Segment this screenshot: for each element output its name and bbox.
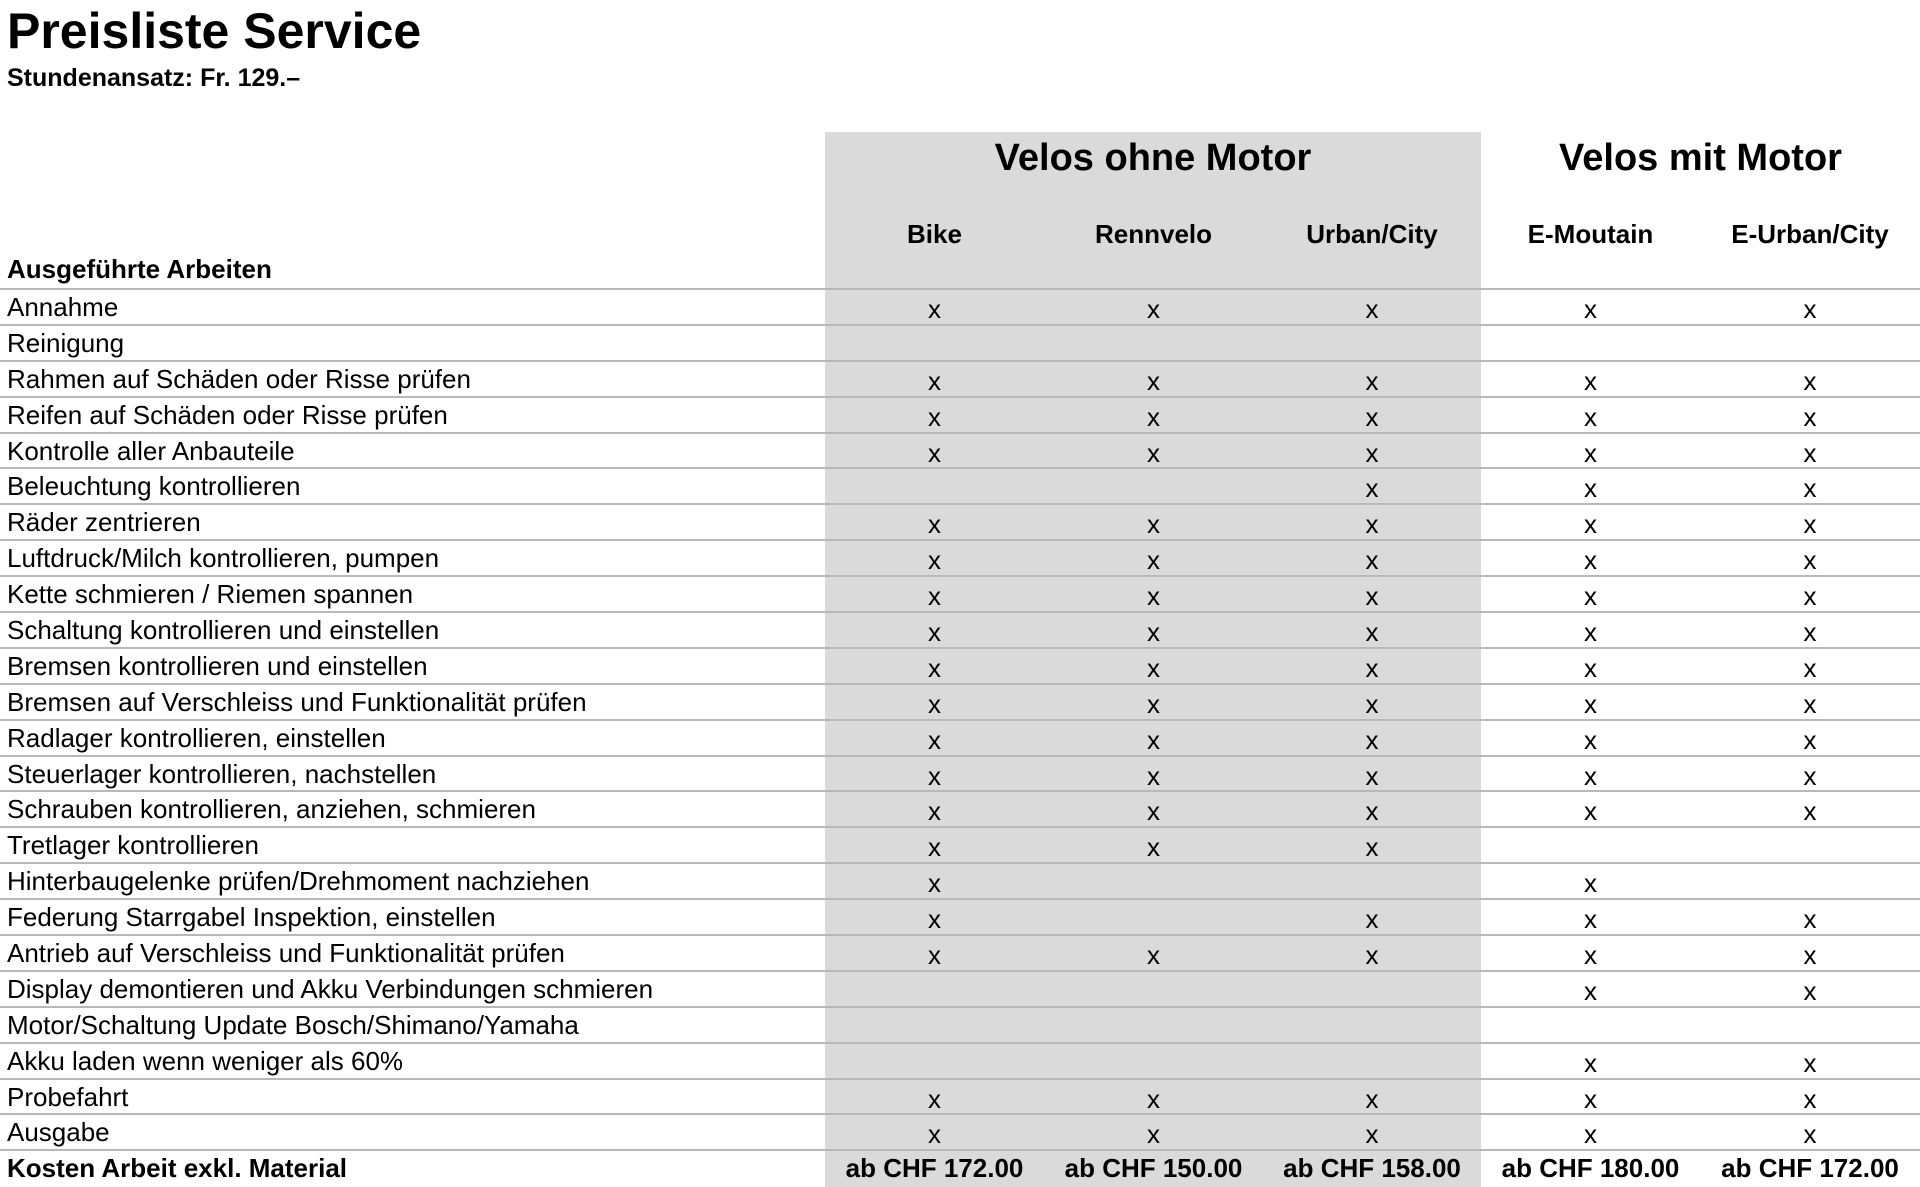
table-cell — [1044, 469, 1263, 503]
table-cell: x — [1584, 652, 1597, 683]
group-header-with-motor: Velos mit Motor — [1559, 137, 1842, 179]
table-row — [0, 503, 1920, 539]
table-cell: x — [1803, 617, 1817, 648]
table-cell: x — [1365, 473, 1379, 504]
table-cell — [1263, 972, 1481, 1006]
row-label: Rahmen auf Schäden oder Risse prüfen — [7, 363, 471, 394]
table-cell: x — [1365, 904, 1379, 935]
table-cell: x — [1147, 652, 1160, 683]
table-cell: x — [1584, 724, 1597, 755]
table-row — [0, 288, 1920, 324]
table-cell — [1263, 326, 1481, 360]
table-cell — [1044, 326, 1263, 360]
table-cell: x — [1584, 940, 1597, 971]
table-cell: x — [1803, 365, 1817, 396]
row-label: Kette schmieren / Riemen spannen — [7, 579, 414, 610]
row-label: Ausgabe — [7, 1117, 110, 1148]
table-cell — [1700, 864, 1920, 898]
row-label: Luftdruck/Milch kontrollieren, pumpen — [7, 543, 440, 574]
row-label: Federung Starrgabel Inspektion, einstellen — [7, 902, 496, 933]
table-cell — [1700, 326, 1920, 360]
table-cell — [1263, 864, 1481, 898]
table-cell: x — [1147, 724, 1160, 755]
table-cell: x — [1584, 760, 1597, 791]
table-cell — [825, 326, 1044, 360]
table-cell — [1044, 1044, 1263, 1078]
table-cell: x — [1365, 294, 1379, 324]
table-cell: x — [928, 545, 941, 576]
table-cell: x — [1584, 365, 1597, 396]
table-cell: x — [1365, 509, 1379, 540]
row-label: Kontrolle aller Anbauteile — [7, 435, 295, 466]
table-cell: x — [928, 868, 941, 899]
table-row — [0, 862, 1920, 898]
table-row — [0, 934, 1920, 970]
table-cell: x — [928, 401, 941, 432]
table-row — [0, 719, 1920, 755]
table-cell — [825, 1008, 1044, 1042]
table-cell: x — [1147, 365, 1160, 396]
table-cell — [1481, 828, 1700, 862]
table-row — [0, 432, 1920, 468]
table-cell: x — [928, 509, 941, 540]
table-cell: x — [928, 760, 941, 791]
table-cell: x — [1803, 1119, 1817, 1150]
table-cell: x — [1365, 1083, 1379, 1114]
table-row — [0, 575, 1920, 611]
table-cell: x — [928, 688, 941, 719]
table-cell: x — [1584, 294, 1597, 324]
table-row — [0, 755, 1920, 791]
row-label: Bremsen kontrollieren und einstellen — [7, 650, 428, 681]
table-cell: x — [1147, 1119, 1160, 1150]
table-row — [0, 1078, 1920, 1114]
table-cell: x — [1803, 796, 1817, 827]
row-label: Radlager kontrollieren, einstellen — [7, 722, 386, 753]
table-cell — [1481, 326, 1700, 360]
table-cell — [825, 469, 1044, 503]
table-cell: x — [1365, 760, 1379, 791]
table-cell: x — [1147, 545, 1160, 576]
table-row — [0, 1113, 1920, 1149]
table-cell: x — [1803, 1083, 1817, 1114]
table-cell: x — [1584, 1083, 1597, 1114]
table-cell: x — [1584, 1047, 1597, 1078]
row-label: Reifen auf Schäden oder Risse prüfen — [7, 399, 448, 430]
table-row — [0, 1006, 1920, 1042]
table-cell: x — [1365, 581, 1379, 612]
table-cell: x — [1147, 760, 1160, 791]
table-cell: x — [1803, 581, 1817, 612]
column-header-urban-city: Urban/City — [1306, 219, 1438, 249]
table-cell: x — [1147, 832, 1160, 863]
table-cell: x — [1803, 294, 1817, 324]
table-cell: x — [1147, 509, 1160, 540]
total-price-e-moutain: ab CHF 180.00 — [1501, 1153, 1680, 1184]
table-cell: x — [1365, 832, 1379, 863]
table-cell: x — [1584, 437, 1597, 468]
table-cell: x — [1147, 1083, 1160, 1114]
table-row — [0, 826, 1920, 862]
row-label: Reinigung — [7, 327, 125, 358]
table-cell: x — [1584, 473, 1597, 504]
table-cell: x — [1803, 509, 1817, 540]
table-cell: x — [928, 581, 941, 612]
table-cell: x — [1147, 294, 1160, 324]
table-cell: x — [1584, 688, 1597, 719]
table-cell: x — [928, 940, 941, 971]
table-cell — [825, 1044, 1044, 1078]
table-row — [0, 467, 1920, 503]
table-cell — [1044, 864, 1263, 898]
table-cell: x — [928, 294, 941, 324]
row-label: Hinterbaugelenke prüfen/Drehmoment nachziehen — [7, 866, 590, 897]
table-cell: x — [1803, 401, 1817, 432]
table-cell: x — [1365, 617, 1379, 648]
table-cell: x — [1584, 1119, 1597, 1150]
row-label: Beleuchtung kontrollieren — [7, 471, 301, 502]
table-cell: x — [1584, 975, 1597, 1006]
table-cell: x — [1365, 796, 1379, 827]
table-row — [0, 683, 1920, 719]
total-price-urban-city: ab CHF 158.00 — [1283, 1153, 1461, 1184]
table-row — [0, 898, 1920, 934]
table-cell — [1044, 900, 1263, 934]
table-cell: x — [928, 1119, 941, 1150]
table-cell: x — [1147, 617, 1160, 648]
table-row — [0, 396, 1920, 432]
table-cell: x — [1584, 796, 1597, 827]
table-cell: x — [1365, 545, 1379, 576]
row-label: Annahme — [7, 292, 119, 322]
table-row — [0, 1042, 1920, 1078]
section-label-work-done: Ausgeführte Arbeiten — [7, 254, 272, 284]
table-cell: x — [1365, 401, 1379, 432]
table-cell — [1263, 1044, 1481, 1078]
table-cell: x — [1803, 724, 1817, 755]
table-cell: x — [1147, 796, 1160, 827]
table-cell: x — [928, 652, 941, 683]
table-cell — [825, 972, 1044, 1006]
table-row — [0, 324, 1920, 360]
table-cell — [1700, 1008, 1920, 1042]
table-cell — [1481, 1008, 1700, 1042]
table-cell — [1263, 1008, 1481, 1042]
table-cell: x — [928, 617, 941, 648]
table-cell: x — [1584, 617, 1597, 648]
table-cell: x — [1803, 437, 1817, 468]
table-cell: x — [928, 832, 941, 863]
page-title: Preisliste Service — [7, 3, 422, 59]
table-cell: x — [1803, 545, 1817, 576]
table-cell: x — [1147, 437, 1160, 468]
table-cell: x — [1584, 401, 1597, 432]
row-label: Display demontieren und Akku Verbindungen schmieren — [7, 973, 654, 1004]
total-price-bike: ab CHF 172.00 — [845, 1153, 1024, 1184]
row-label: Tretlager kontrollieren — [7, 830, 259, 861]
table-cell: x — [1803, 760, 1817, 791]
table-row — [0, 360, 1920, 396]
table-row — [0, 647, 1920, 683]
table-cell: x — [1584, 509, 1597, 540]
table-cell: x — [1584, 545, 1597, 576]
table-row — [0, 539, 1920, 575]
row-label: Schaltung kontrollieren und einstellen — [7, 615, 440, 646]
table-cell: x — [1584, 581, 1597, 612]
table-cell: x — [928, 904, 941, 935]
row-label: Probefahrt — [7, 1081, 129, 1112]
table-cell: x — [928, 437, 941, 468]
table-cell: x — [928, 796, 941, 827]
row-label: Motor/Schaltung Update Bosch/Shimano/Yamaha — [7, 1009, 579, 1040]
row-label: Schrauben kontrollieren, anziehen, schmieren — [7, 794, 536, 825]
column-header-bike: Bike — [907, 219, 962, 249]
table-cell: x — [1365, 365, 1379, 396]
service-table — [0, 288, 1920, 1185]
table-cell: x — [1365, 1119, 1379, 1150]
table-cell: x — [928, 365, 941, 396]
column-header-e-urban-city: E-Urban/City — [1731, 219, 1889, 249]
column-header-rennvelo: Rennvelo — [1094, 219, 1213, 249]
hourly-rate: Stundenansatz: Fr. 129.– — [7, 64, 301, 92]
table-cell — [1044, 1008, 1263, 1042]
table-cell: x — [928, 1083, 941, 1114]
table-row — [0, 970, 1920, 1006]
table-cell — [1700, 828, 1920, 862]
table-cell: x — [1147, 401, 1160, 432]
table-cell: x — [1584, 868, 1597, 899]
table-cell: x — [1803, 473, 1817, 504]
total-price-e-urban-city: ab CHF 172.00 — [1721, 1153, 1899, 1184]
table-cell: x — [1365, 688, 1379, 719]
table-cell: x — [928, 724, 941, 755]
table-cell: x — [1365, 437, 1379, 468]
table-cell: x — [1147, 688, 1160, 719]
table-cell: x — [1803, 688, 1817, 719]
table-cell: x — [1803, 904, 1817, 935]
total-price-rennvelo: ab CHF 150.00 — [1064, 1153, 1243, 1184]
table-cell: x — [1365, 724, 1379, 755]
table-cell: x — [1365, 652, 1379, 683]
total-label: Kosten Arbeit exkl. Material — [7, 1153, 348, 1184]
row-label: Akku laden wenn weniger als 60% — [7, 1045, 404, 1076]
table-row — [0, 790, 1920, 826]
table-cell: x — [1147, 581, 1160, 612]
row-label: Räder zentrieren — [7, 507, 201, 538]
table-cell: x — [1803, 975, 1817, 1006]
column-header-e-moutain: E-Moutain — [1527, 219, 1654, 249]
row-label: Bremsen auf Verschleiss und Funktionalität prüfen — [7, 686, 587, 717]
total-row — [0, 1149, 1920, 1185]
table-cell: x — [1365, 940, 1379, 971]
row-label: Steuerlager kontrollieren, nachstellen — [7, 758, 437, 789]
table-cell: x — [1147, 940, 1160, 971]
table-cell: x — [1803, 652, 1817, 683]
table-cell — [1044, 972, 1263, 1006]
table-cell: x — [1803, 1047, 1817, 1078]
row-label: Antrieb auf Verschleiss und Funktionalität prüfen — [7, 938, 565, 969]
table-cell: x — [1803, 940, 1817, 971]
table-row — [0, 611, 1920, 647]
table-cell: x — [1584, 904, 1597, 935]
group-header-without-motor: Velos ohne Motor — [994, 137, 1312, 179]
